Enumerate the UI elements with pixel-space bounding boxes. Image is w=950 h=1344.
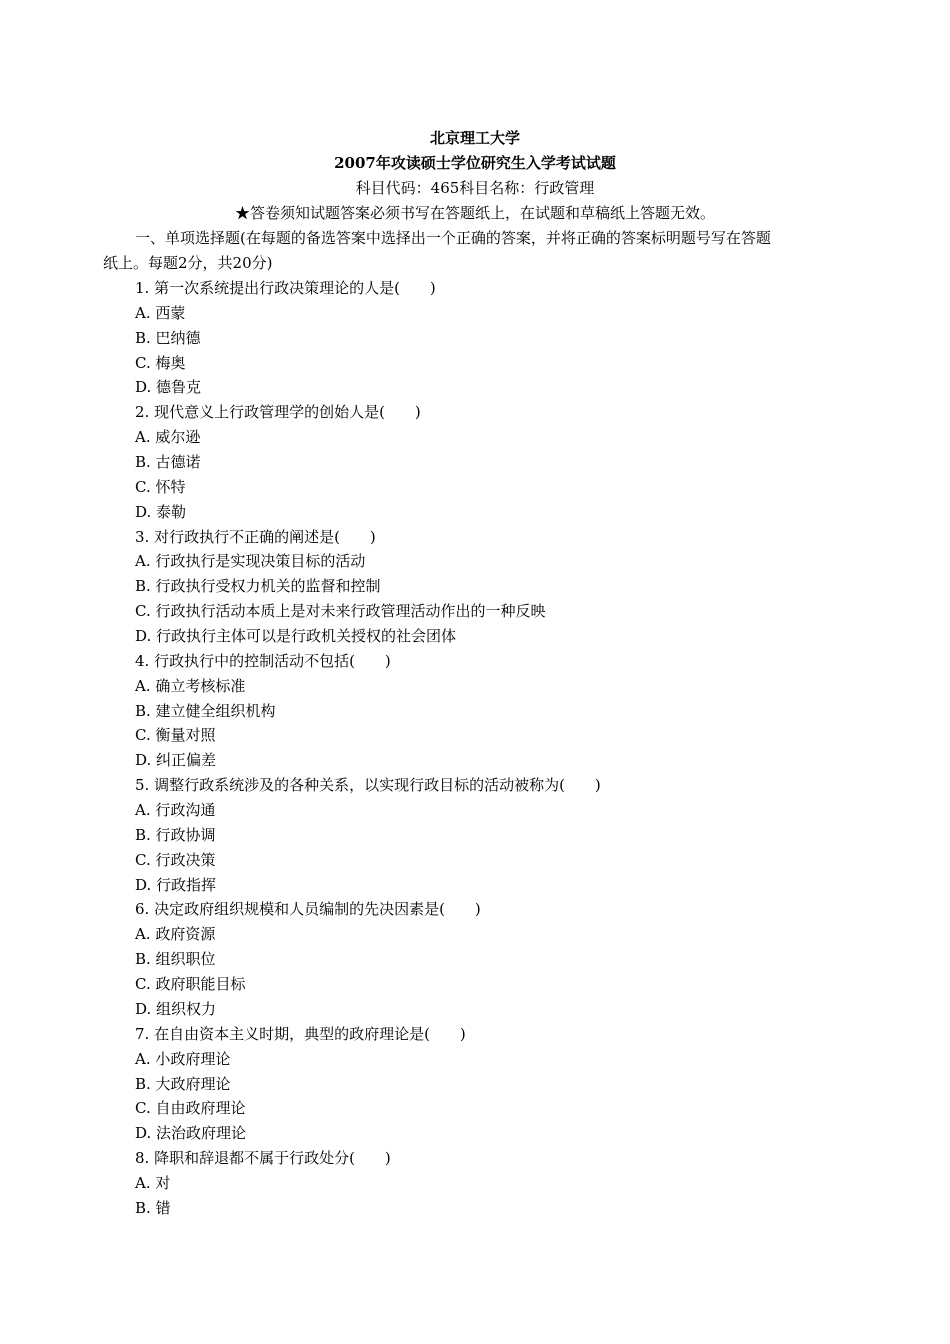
answer-option: D. 泰勒	[135, 502, 187, 521]
section-intro-line-1: 一、单项选择题(在每题的备选答案中选择出一个正确的答案，并将正确的答案标明题号写在答题	[135, 229, 771, 247]
answer-option: A. 行政执行是实现决策目标的活动	[135, 552, 366, 571]
question-5	[135, 773, 855, 897]
university-name: 北京理工大学	[429, 129, 520, 147]
answer-option: D. 法治政府理论	[135, 1124, 247, 1143]
answer-option: C. 梅奥	[135, 353, 186, 372]
question-7	[135, 1022, 855, 1146]
section-intro-line-2: 纸上。每题2分，共20分)	[103, 254, 273, 272]
answer-option: A. 行政沟通	[135, 801, 216, 820]
answer-option: A. 对	[135, 1173, 171, 1192]
answer-option: B. 古德诺	[135, 453, 201, 472]
answer-option: C. 衡量对照	[135, 726, 216, 745]
exam-title: 2007年攻读硕士学位研究生入学考试试题	[334, 154, 616, 172]
answer-option: B. 行政执行受权力机关的监督和控制	[135, 577, 381, 596]
answer-option: B. 行政协调	[135, 825, 216, 844]
answer-option: C. 政府职能目标	[135, 975, 246, 994]
question-6	[135, 897, 855, 1021]
answer-option: D. 纠正偏差	[135, 751, 217, 770]
question-list	[135, 276, 855, 1221]
answer-option: C. 行政决策	[135, 850, 216, 869]
answer-option: A. 确立考核标准	[135, 676, 246, 695]
question-8	[135, 1146, 855, 1221]
question-stem: 6. 决定政府组织规模和人员编制的先决因素是( )	[135, 900, 481, 919]
question-stem: 1. 第一次系统提出行政决策理论的人是( )	[135, 279, 436, 297]
question-stem: 3. 对行政执行不正确的阐述是( )	[135, 527, 376, 546]
subject-info: 科目代码：465科目名称：行政管理	[355, 179, 595, 197]
question-1	[135, 276, 855, 400]
answer-option: B. 巴纳德	[135, 328, 201, 347]
question-stem: 4. 行政执行中的控制活动不包括( )	[135, 651, 391, 670]
question-stem: 8. 降职和辞退都不属于行政处分( )	[135, 1149, 391, 1168]
answer-option: A. 威尔逊	[135, 428, 201, 447]
answer-option: A. 西蒙	[135, 303, 186, 322]
question-stem: 5. 调整行政系统涉及的各种关系，以实现行政目标的活动被称为( )	[135, 776, 601, 795]
answer-option: B. 建立健全组织机构	[135, 701, 276, 720]
answer-option: D. 组织权力	[135, 999, 217, 1018]
question-stem: 7. 在自由资本主义时期，典型的政府理论是( )	[135, 1024, 466, 1043]
answer-option: D. 德鲁克	[135, 378, 202, 397]
answer-notice: ★答卷须知试题答案必须书写在答题纸上，在试题和草稿纸上答题无效。	[234, 204, 715, 222]
answer-option: C. 怀特	[135, 477, 186, 496]
answer-option: D. 行政执行主体可以是行政机关授权的社会团体	[135, 627, 457, 646]
question-3	[135, 525, 855, 649]
answer-option: D. 行政指挥	[135, 875, 217, 894]
answer-option: B. 大政府理论	[135, 1074, 231, 1093]
answer-option: A. 小政府理论	[135, 1049, 231, 1068]
question-stem: 2. 现代意义上行政管理学的创始人是( )	[135, 403, 421, 422]
question-4	[135, 649, 855, 773]
answer-option: C. 自由政府理论	[135, 1099, 246, 1118]
answer-option: B. 错	[135, 1198, 171, 1217]
exam-header	[0, 126, 950, 226]
answer-option: A. 政府资源	[135, 925, 216, 944]
answer-option: B. 组织职位	[135, 950, 216, 969]
question-2	[135, 400, 855, 524]
section-instructions	[103, 226, 868, 276]
answer-option: C. 行政执行活动本质上是对未来行政管理活动作出的一种反映	[135, 602, 546, 621]
